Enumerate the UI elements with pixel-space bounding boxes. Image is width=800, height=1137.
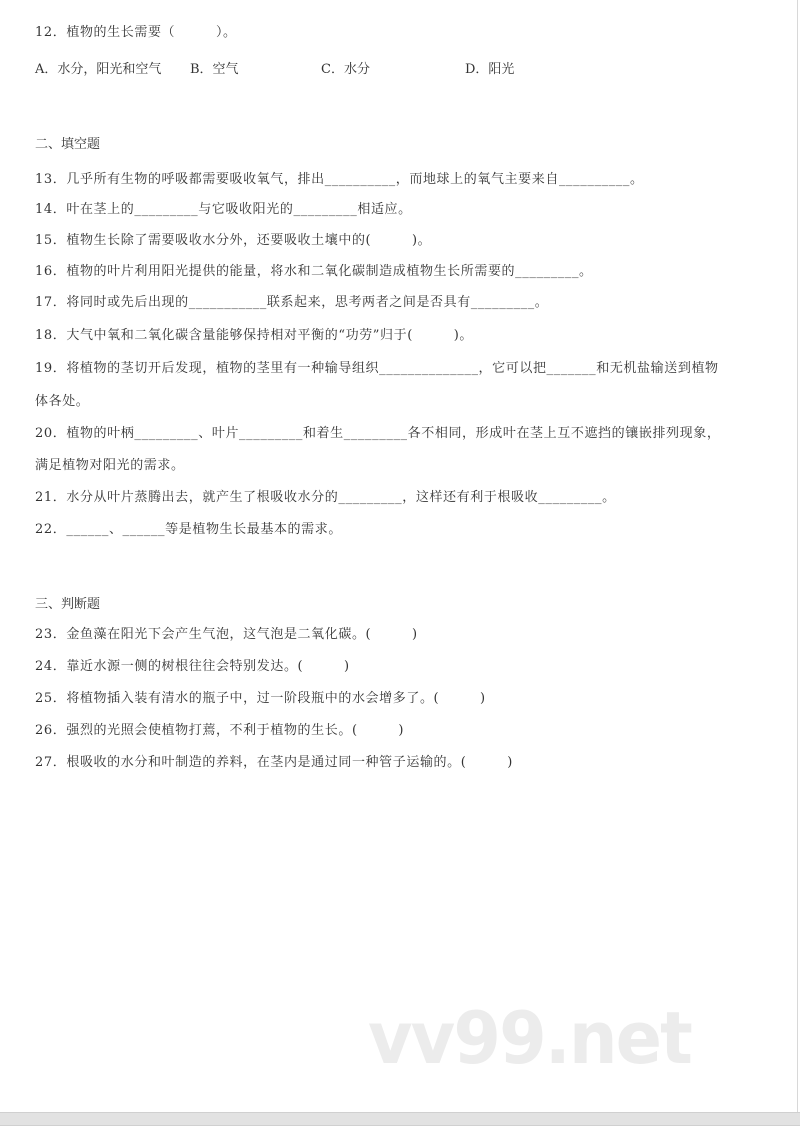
question-line: 27．根吸收的水分和叶制造的养料，在茎内是通过同一种管子运输的。( ) <box>35 755 513 770</box>
section-title-fill-in: 二、填空题 <box>35 137 101 152</box>
question-line: 21．水分从叶片蒸腾出去，就产生了根吸收水分的_________，这样还有利于根吸收_________。 <box>35 490 616 505</box>
option-d: D．阳光 <box>465 62 515 77</box>
question-line: 26．强烈的光照会使植物打蔫，不利于植物的生长。( ) <box>35 723 405 738</box>
option-a: A．水分，阳光和空气 <box>35 62 162 77</box>
option-b: B．空气 <box>190 62 239 77</box>
section-title-true-false: 三、判断题 <box>35 597 101 612</box>
question-line: 20．植物的叶柄_________、叶片_________和着生_________各不相同，形成叶在茎上互不遮挡的镶嵌排列现象， <box>35 426 721 441</box>
watermark: vv99.net <box>368 996 691 1080</box>
question-line: 体各处。 <box>35 394 90 409</box>
question-line: 25．将植物插入装有清水的瓶子中，过一阶段瓶中的水会增多了。( ) <box>35 691 486 706</box>
question-line: 15．植物生长除了需要吸收水分外，还要吸收土壤中的( )。 <box>35 233 432 248</box>
question-12-stem: 12．植物的生长需要（ ）。 <box>35 25 237 40</box>
question-line: 满足植物对阳光的需求。 <box>35 458 185 473</box>
question-line: 14．叶在茎上的_________与它吸收阳光的_________相适应。 <box>35 202 412 217</box>
question-line: 23．金鱼藻在阳光下会产生气泡，这气泡是二氧化碳。( ) <box>35 627 418 642</box>
question-line: 18．大气中氧和二氧化碳含量能够保持相对平衡的“功劳”归于( )。 <box>35 328 473 343</box>
page-separator <box>0 1112 800 1126</box>
option-c: C．水分 <box>321 62 370 77</box>
question-line: 24．靠近水源一侧的树根往往会特别发达。( ) <box>35 659 350 674</box>
question-line: 13．几乎所有生物的呼吸都需要吸收氧气，排出__________，而地球上的氧气主要来自__________。 <box>35 172 644 187</box>
question-line: 19．将植物的茎切开后发现，植物的茎里有一种输导组织______________，它可以把_______和无机盐输送到植物 <box>35 361 719 376</box>
question-line: 17．将同时或先后出现的___________联系起来，思考两者之间是否具有_________。 <box>35 295 549 310</box>
question-line: 16．植物的叶片利用阳光提供的能量，将水和二氧化碳制造成植物生长所需要的_________。 <box>35 264 593 279</box>
question-line: 22．______、______等是植物生长最基本的需求。 <box>35 522 342 537</box>
